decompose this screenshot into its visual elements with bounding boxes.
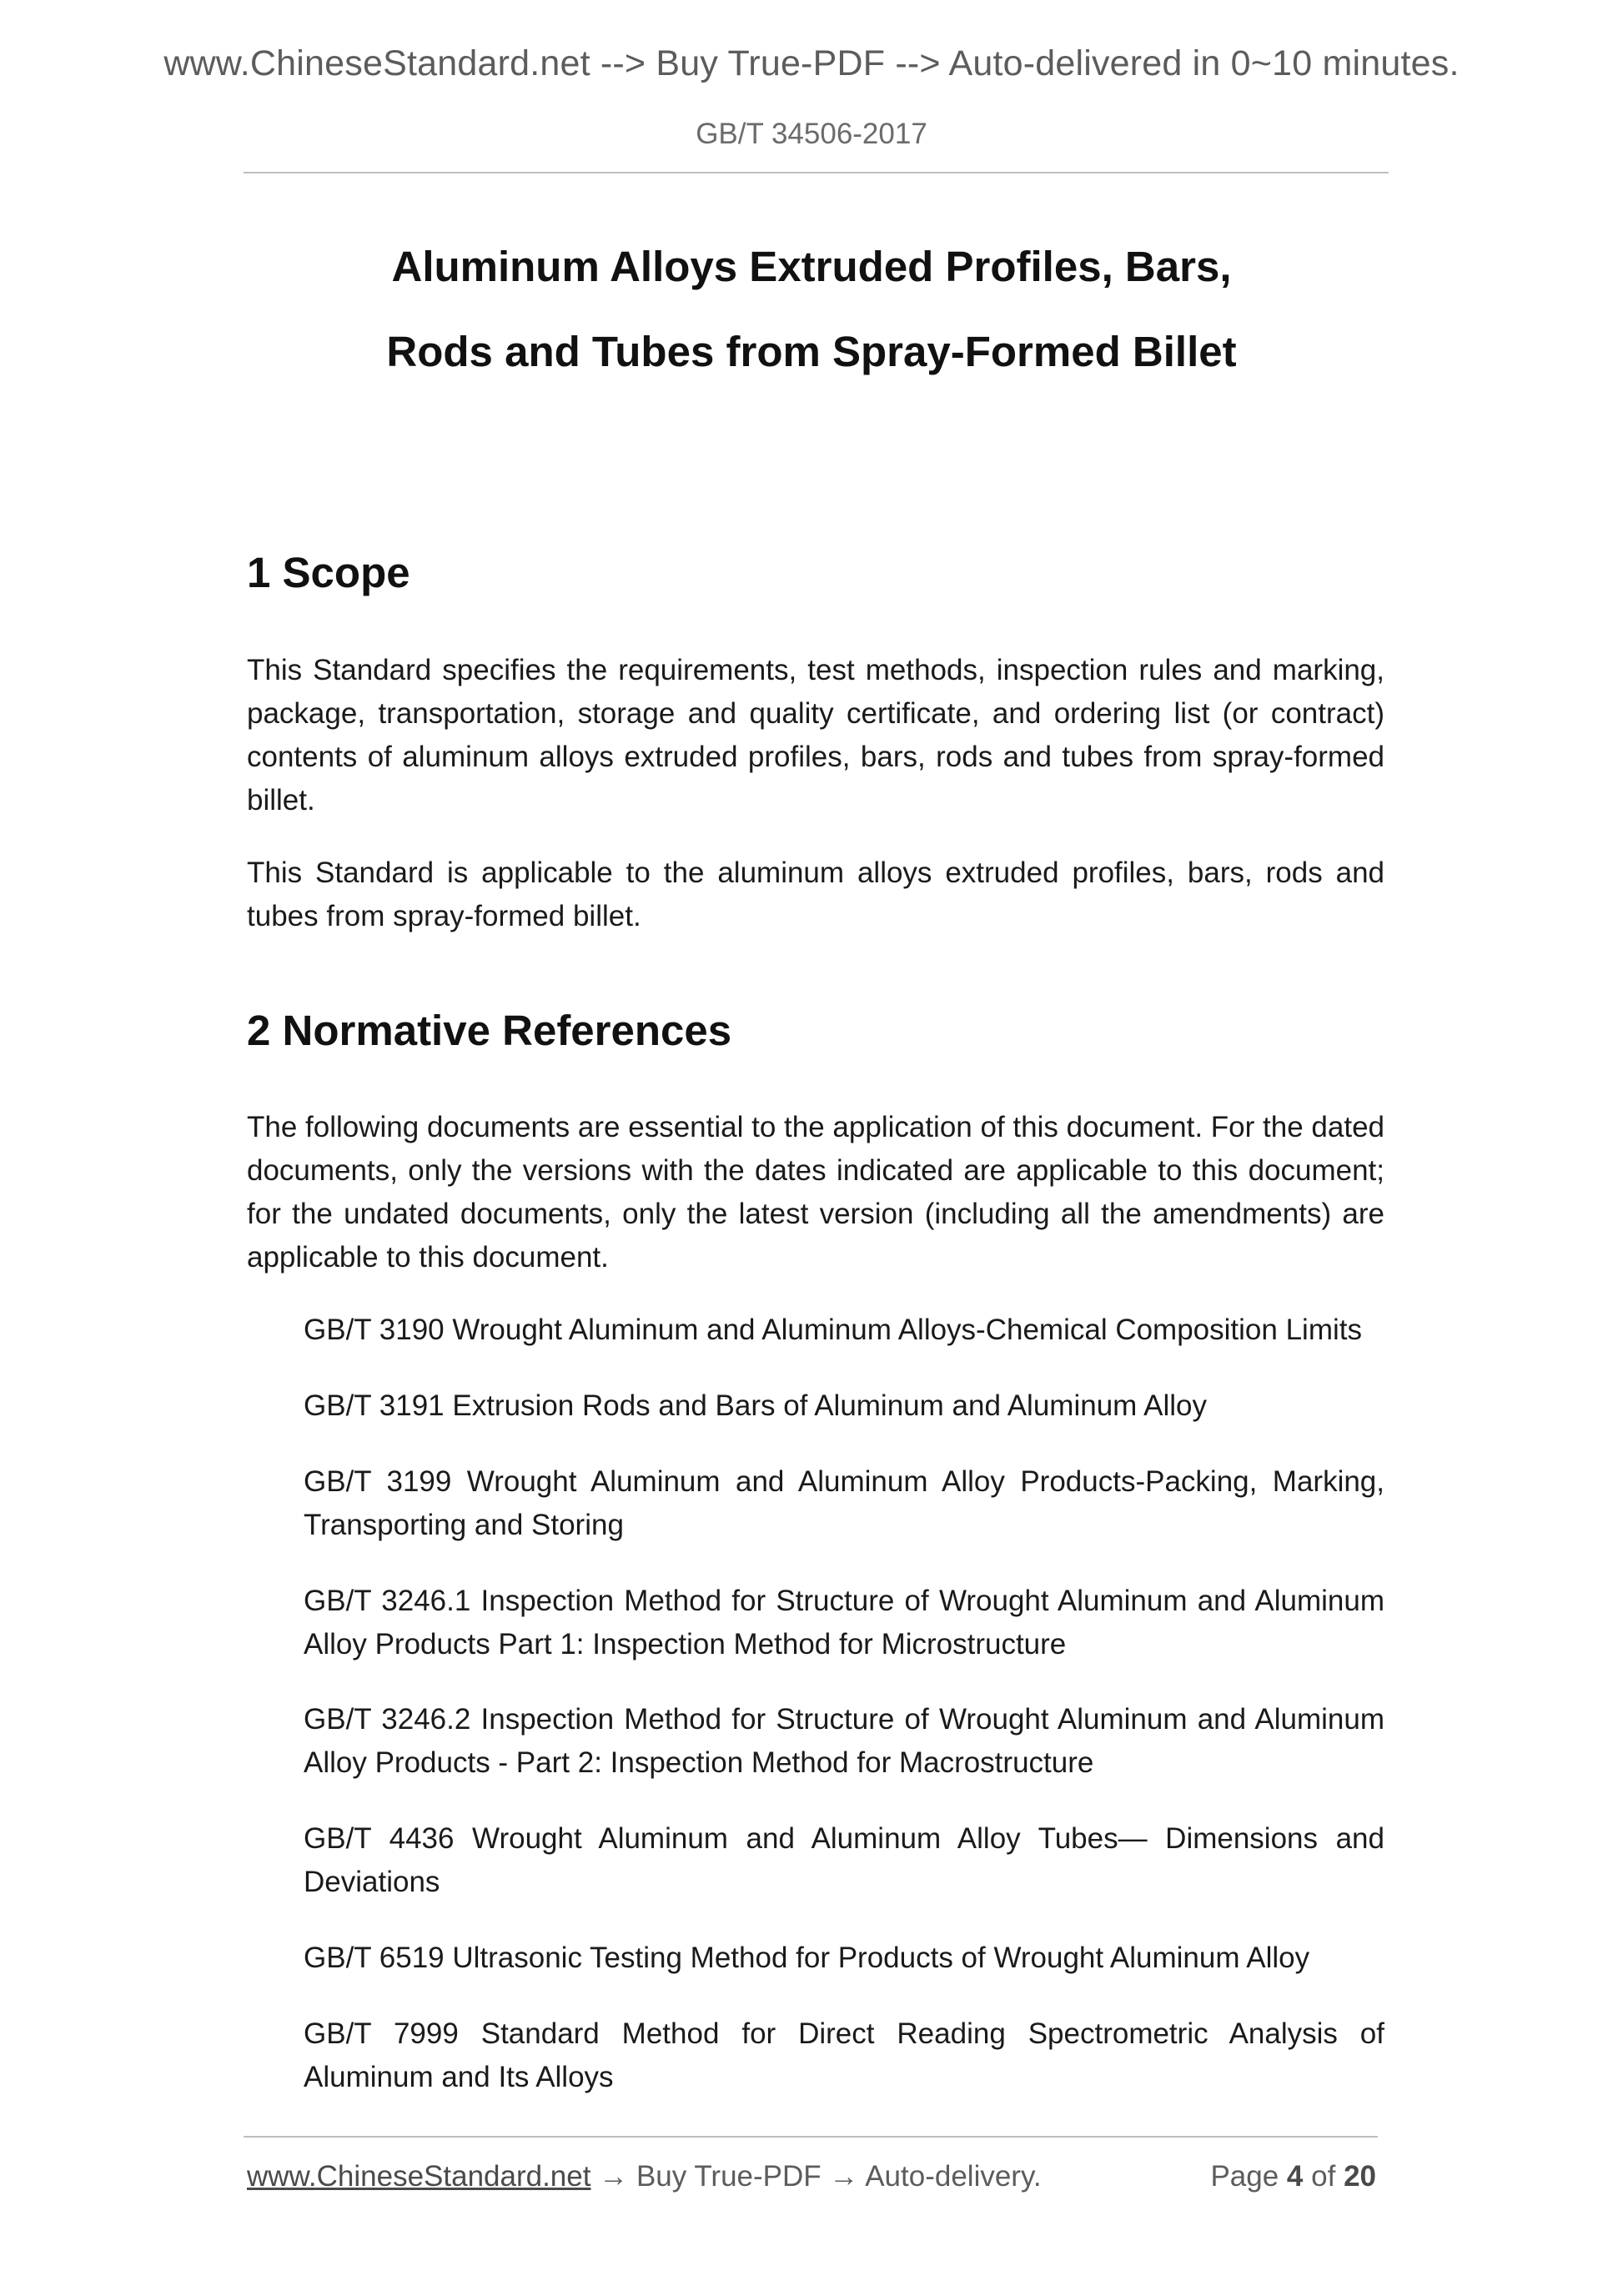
reference-item: GB/T 3246.1 Inspection Method for Structure of Wrought Aluminum and Aluminum Alloy Products Part 1: Inspection Method for Microstructure xyxy=(304,1585,1384,1660)
footer-promo xyxy=(247,2160,1042,2193)
reference-item: GB/T 3190 Wrought Aluminum and Aluminum Alloys-Chemical Composition Limits xyxy=(304,1314,1362,1346)
reference-item: GB/T 3199 Wrought Aluminum and Aluminum Alloy Products-Packing, Marking, Transporting and Storing xyxy=(304,1465,1384,1541)
document-title-line2: Rods and Tubes from Spray-Formed Billet xyxy=(386,328,1237,375)
page-total: 20 xyxy=(1344,2160,1376,2193)
reference-item: GB/T 3246.2 Inspection Method for Structure of Wrought Aluminum and Aluminum Alloy Products - Part 2: Inspection Method for Macrostructure xyxy=(304,1703,1384,1779)
footer-divider xyxy=(244,2136,1378,2138)
arrow-right-icon: → xyxy=(599,2160,629,2193)
footer-delivery-text: Auto-delivery. xyxy=(865,2160,1042,2193)
standard-number: GB/T 34506-2017 xyxy=(696,118,927,150)
document-title-line1: Aluminum Alloys Extruded Profiles, Bars, xyxy=(391,243,1232,290)
normative-references-intro: The following documents are essential to the application of this document. For the dated documents, only the versions with the dates indicated are applicable to this document; for the undated documents, only the latest version (including all the amendments) are applicable to this document. xyxy=(247,1111,1384,1274)
page-label: Page xyxy=(1210,2160,1279,2193)
scope-paragraph-1: This Standard specifies the requirements, test methods, inspection rules and marking, package, transportation, storage and quality certificate, and ordering list (or contract) contents of aluminum alloys extruded profiles, bars, rods and tubes from spray-formed billet. xyxy=(247,654,1384,816)
header-divider xyxy=(244,172,1389,173)
reference-item: GB/T 4436 Wrought Aluminum and Aluminum Alloy Tubes— Dimensions and Deviations xyxy=(304,1822,1384,1898)
section-heading-normative-references: 2 Normative References xyxy=(247,1007,732,1054)
section-heading-scope: 1 Scope xyxy=(247,549,410,596)
reference-item: GB/T 7999 Standard Method for Direct Reading Spectrometric Analysis of Aluminum and Its Alloys xyxy=(304,2017,1384,2093)
reference-item: GB/T 6519 Ultrasonic Testing Method for Products of Wrought Aluminum Alloy xyxy=(304,1942,1310,1974)
reference-item: GB/T 3191 Extrusion Rods and Bars of Aluminum and Aluminum Alloy xyxy=(304,1389,1207,1422)
page-of-label: of xyxy=(1311,2160,1336,2193)
scope-paragraph-2: This Standard is applicable to the aluminum alloys extruded profiles, bars, rods and tubes from spray-formed billet. xyxy=(247,857,1384,932)
footer-buy-text: Buy True-PDF xyxy=(636,2160,822,2193)
page-indicator xyxy=(1210,2160,1376,2193)
page-current: 4 xyxy=(1286,2160,1304,2193)
site-banner: www.ChineseStandard.net --> Buy True-PDF --> Auto-delivered in 0~10 minutes. xyxy=(163,43,1460,83)
footer-site-link[interactable]: www.ChineseStandard.net xyxy=(247,2160,591,2193)
arrow-right-icon: → xyxy=(829,2160,859,2193)
